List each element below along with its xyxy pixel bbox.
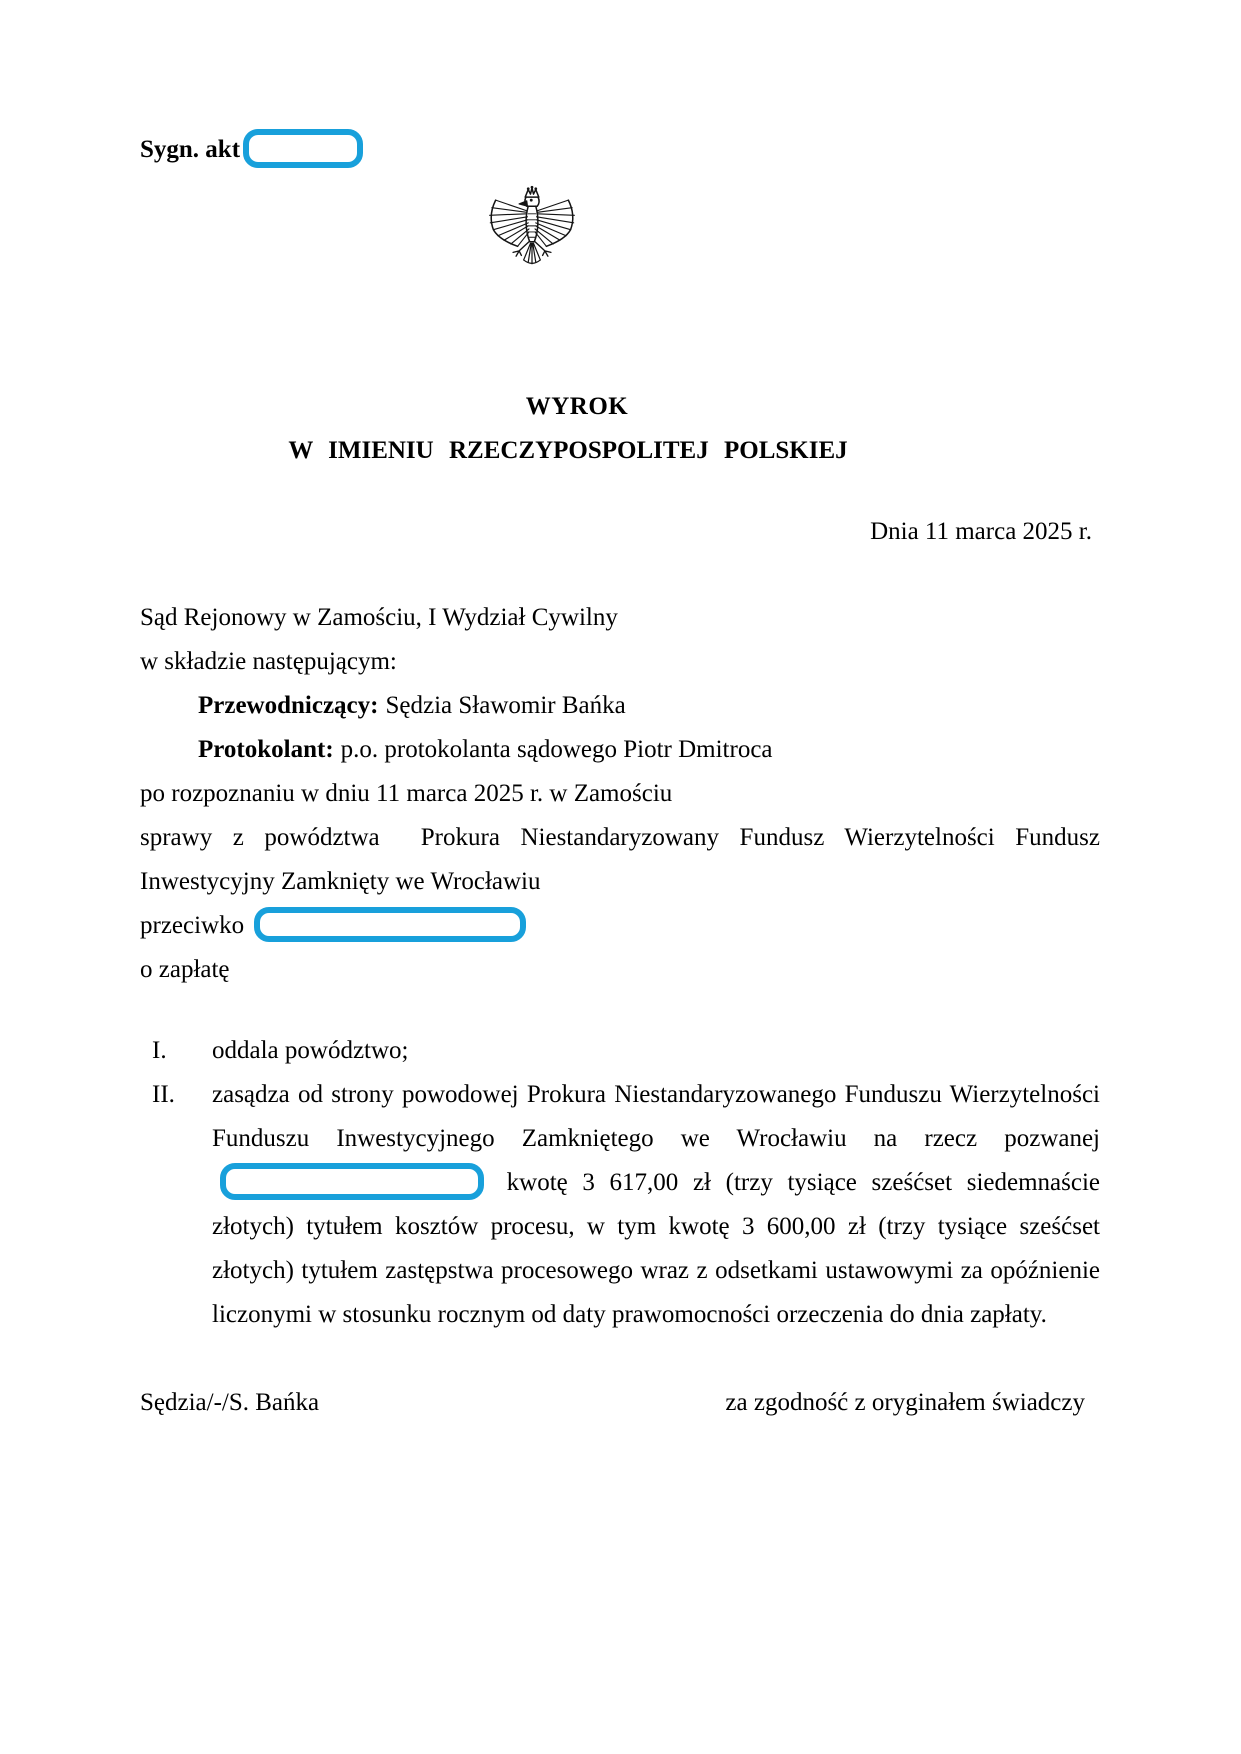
case-number-redaction-box — [243, 129, 363, 168]
ruling-item-1 — [140, 1029, 1100, 1073]
judgment-date: Dnia 11 marca 2025 r. — [870, 518, 1092, 545]
court-name-line: Sąd Rejonowy w Zamościu, I Wydział Cywilny — [140, 604, 618, 631]
defendant-line — [140, 904, 1100, 948]
judge-signature: Sędzia/-/S. Bańka — [140, 1389, 320, 1416]
polish-eagle-icon — [486, 185, 578, 291]
ruling-item-2 — [140, 1073, 1100, 1337]
presiding-judge-line — [140, 684, 1100, 728]
ruling-2-text-before: zasądza od strony powodowej Prokura Niestandaryzowanego Funduszu Wierzytelności Funduszu Inwestycyjnego Zamkniętego we Wrocławiu na rzecz pozwanej — [212, 1081, 1100, 1152]
ruling-1-number: I. — [152, 1037, 167, 1064]
presiding-judge-value: Sędzia Sławomir Bańka — [385, 692, 626, 719]
ruling-1-text: oddala powództwo; — [212, 1037, 409, 1064]
rulings-list — [140, 1029, 1100, 1337]
court-clerk-line — [140, 728, 1100, 772]
ruling-2-text — [212, 1073, 1100, 1337]
court-composition-block — [140, 596, 1107, 992]
judgment-subtitle: W IMIENIU RZECZYPOSPOLITEJ POLSKIEJ — [288, 437, 848, 464]
plaintiff-line: sprawy z powództwa Prokura Niestandaryzowany Fundusz Wierzytelności Fundusz Inwestycyjny Zamknięty we Wrocławiu — [140, 824, 1107, 895]
defendant-redaction-box — [254, 907, 526, 942]
ruling-2-text-after: kwotę 3 617,00 zł (trzy tysiące sześćset siedemnaście złotych) tytułem kosztów procesu, w tym kwotę 3 600,00 zł (trzy tysiące sześćset złotych) tytułem zastępstwa procesowego wraz z odsetkami ustawowymi za opóźnienie liczonymi w stosunku rocznym od daty prawomocności orzeczenia do dnia zapłaty. — [212, 1169, 1100, 1328]
panel-intro-line: w składzie następującym: — [140, 648, 397, 675]
ruling-2-number: II. — [152, 1081, 175, 1108]
court-clerk-value: p.o. protokolanta sądowego Piotr Dmitroca — [340, 736, 773, 763]
presiding-judge-label: Przewodniczący: — [198, 692, 379, 719]
judgment-title: WYROK — [525, 393, 629, 420]
hearing-line: po rozpoznaniu w dniu 11 marca 2025 r. w Zamościu — [140, 780, 673, 807]
case-number-label: Sygn. akt — [140, 136, 241, 163]
defendant-name-redaction-box — [220, 1163, 484, 1200]
case-number-line — [140, 128, 1100, 172]
court-clerk-label: Protokolant: — [198, 736, 334, 763]
case-subject-line: o zapłatę — [140, 956, 230, 983]
certification-note: za zgodność z oryginałem świadczy — [725, 1389, 1085, 1416]
signature-row — [140, 1381, 1100, 1425]
defendant-label: przeciwko — [140, 912, 245, 939]
